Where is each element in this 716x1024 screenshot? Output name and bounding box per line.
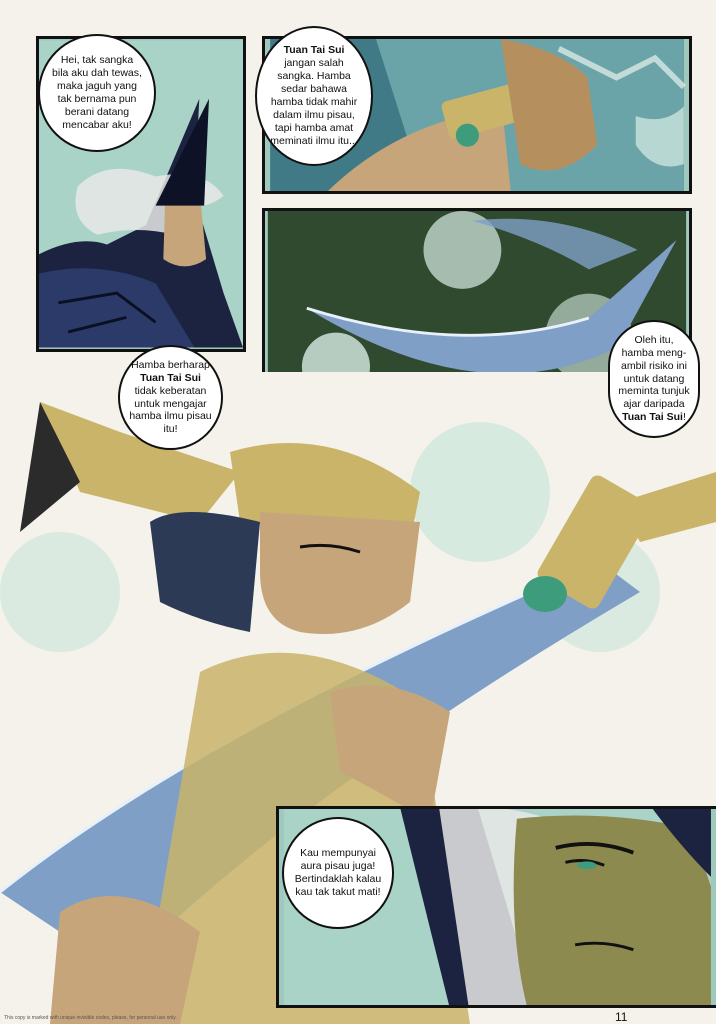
speaker-name: Tuan Tai Sui	[283, 44, 345, 57]
speech-text	[618, 334, 690, 424]
speech-text: Kau mempunyai aura pisau juga! Bertindaklah kalau kau tak takut mati!	[294, 847, 382, 898]
speech-bubble-warrior-taunt	[38, 34, 156, 152]
copyright-notice: This copy is marked with unique invisible codes, please, for personal use only.	[4, 1015, 177, 1021]
speech-body: jangan salah sangka. Hamba sedar bahawa hamba tidak mahir dalam ilmu pisau, tapi hamba amat meminati ilmu itu...	[270, 57, 358, 147]
speech-body: Hamba berharap	[131, 358, 210, 371]
speech-body: Oleh itu, hamba meng-ambil risiko ini untuk datang meminta tunjuk ajar daripada	[618, 333, 690, 411]
speech-text	[269, 44, 359, 147]
speech-end: !	[682, 411, 686, 424]
speech-end: tidak keberatan untuk mengajar hamba ilmu pisau itu!	[129, 384, 212, 436]
speech-bubble-teaching-plea	[118, 345, 223, 450]
speech-bubble-taking-risk	[608, 320, 700, 438]
speaker-name: Tuan Tai Sui	[140, 371, 201, 384]
page-number: 11	[615, 1010, 628, 1024]
speech-text: Hei, tak sangka bila aku dah tewas, maka jaguh yang tak bernama pun berani datang mencabar aku!	[52, 54, 142, 131]
speech-text	[128, 359, 213, 436]
speaker-name: Tuan Tai Sui	[622, 411, 683, 424]
speech-bubble-humble-request	[255, 26, 373, 166]
speech-bubble-challenge-accepted	[282, 817, 394, 929]
